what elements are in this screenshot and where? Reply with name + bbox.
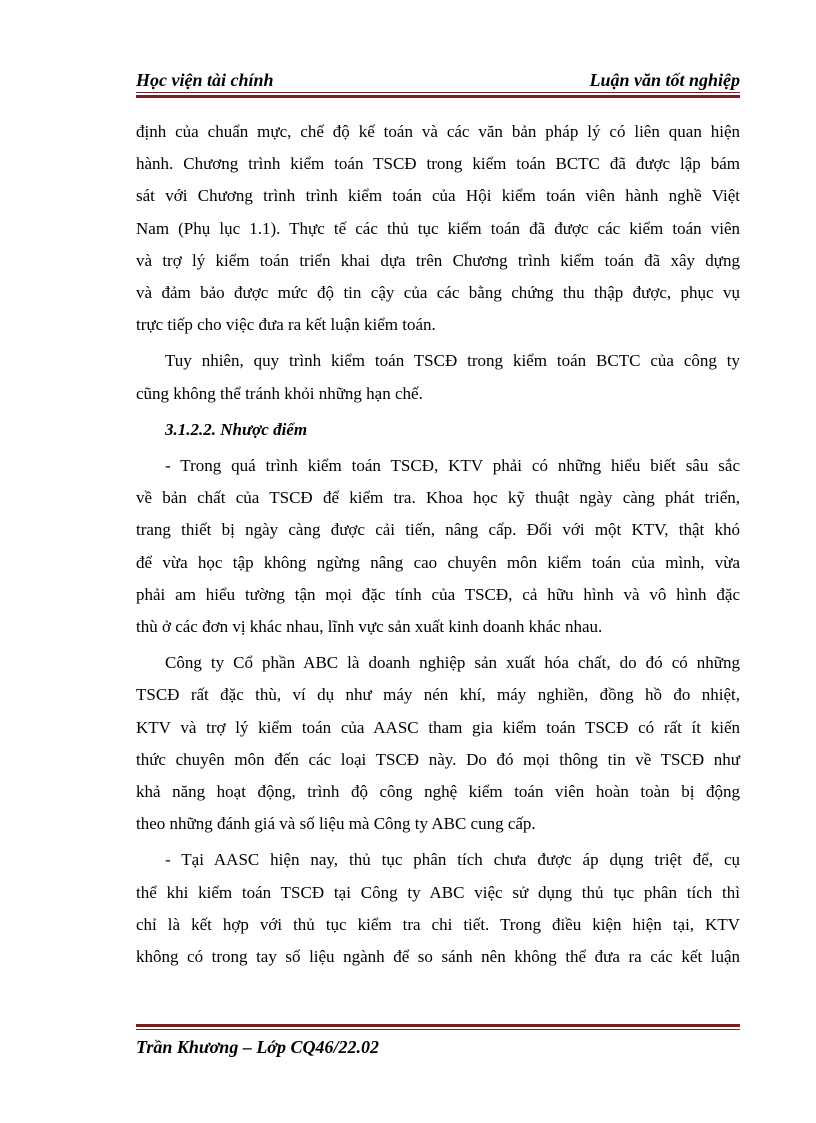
body-line: KTV và trợ lý kiểm toán của AASC tham gia kiểm toán TSCĐ có rất ít kiến	[136, 717, 740, 737]
body-line: Nam (Phụ lục 1.1). Thực tế các thủ tục kiểm toán đã được các kiểm toán viên	[136, 218, 740, 238]
body-line: Công ty Cổ phần ABC là doanh nghiệp sản xuất hóa chất, do đó có những	[165, 653, 740, 673]
page-footer-author: Trần Khương – Lớp CQ46/22.02	[136, 1037, 379, 1057]
body-line: hành. Chương trình kiểm toán TSCĐ trong kiểm toán BCTC đã được lập bám	[136, 154, 740, 174]
body-line: theo những đánh giá và số liệu mà Công ty ABC cung cấp.	[136, 814, 536, 834]
body-line: TSCĐ rất đặc thù, ví dụ như máy nén khí, máy nghiền, đồng hồ đo nhiệt,	[136, 685, 740, 705]
body-line: trực tiếp cho việc đưa ra kết luận kiểm toán.	[136, 315, 436, 335]
page-body	[136, 116, 740, 973]
page-header	[136, 66, 740, 94]
body-line: thù ở các đơn vị khác nhau, lĩnh vực sản xuất kinh doanh khác nhau.	[136, 617, 603, 637]
body-line: và trợ lý kiểm toán triển khai dựa trên Chương trình kiểm toán đã xây dựng	[136, 250, 740, 270]
body-line: trang thiết bị ngày càng được cải tiến, nâng cấp. Đối với một KTV, thật khó	[136, 520, 740, 540]
footer-rule-thin	[136, 1029, 740, 1030]
section-heading: 3.1.2.2. Nhược điểm	[165, 419, 308, 439]
body-line: khả năng hoạt động, trình độ công nghệ kiểm toán viên hoàn toàn bị động	[136, 782, 740, 802]
body-line: chỉ là kết hợp với thủ tục kiểm tra chi tiết. Trong điều kiện hiện tại, KTV	[136, 914, 740, 934]
body-line: thể khi kiểm toán TSCĐ tại Công ty ABC việc sử dụng thủ tục phân tích thì	[136, 882, 740, 902]
header-institution: Học viện tài chính	[136, 70, 274, 90]
body-line: - Tại AASC hiện nay, thủ tục phân tích chưa được áp dụng triệt để, cụ	[165, 850, 740, 870]
body-line: sát với Chương trình trình kiểm toán của Hội kiểm toán viên hành nghề Việt	[136, 186, 740, 206]
header-rule-thick	[136, 95, 740, 98]
body-line: thức chuyên môn đến các loại TSCĐ này. Do đó mọi thông tin về TSCĐ như	[136, 749, 740, 769]
body-line: cũng không thể tránh khỏi những hạn chế.	[136, 383, 423, 403]
header-rule-thin	[136, 92, 740, 93]
body-line: Tuy nhiên, quy trình kiểm toán TSCĐ trong kiểm toán BCTC của công ty	[165, 351, 740, 371]
header-document-type: Luận văn tốt nghiệp	[589, 70, 740, 90]
body-line: định của chuẩn mực, chế độ kế toán và các văn bản pháp lý có liên quan hiện	[136, 122, 740, 141]
body-line: không có trong tay số liệu ngành để so sánh nên không thể đưa ra các kết luận	[136, 947, 740, 967]
body-line: phải am hiểu tường tận mọi đặc tính của TSCĐ, cả hữu hình và vô hình đặc	[136, 584, 740, 604]
footer-rule-thick	[136, 1024, 740, 1027]
body-line: về bản chất của TSCĐ để kiểm tra. Khoa học kỹ thuật ngày càng phát triển,	[136, 488, 740, 508]
body-line: - Trong quá trình kiểm toán TSCĐ, KTV phải có những hiểu biết sâu sắc	[165, 456, 740, 476]
body-line: và đảm bảo được mức độ tin cậy của các bằng chứng thu thập được, phục vụ	[136, 283, 740, 303]
body-line: để vừa học tập không ngừng nâng cao chuyên môn kiểm toán của mình, vừa	[136, 552, 740, 572]
